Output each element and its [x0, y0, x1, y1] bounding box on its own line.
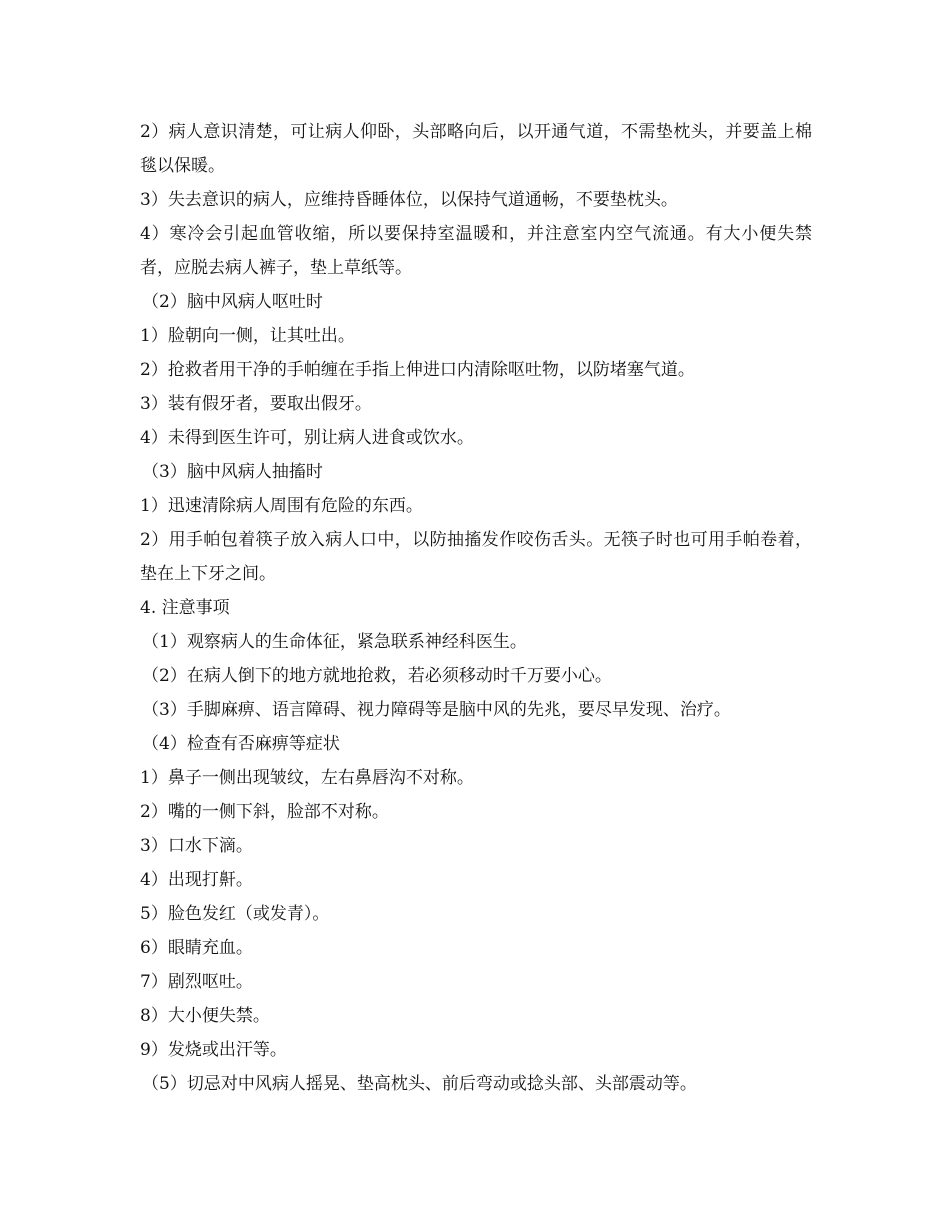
paragraph: 3）失去意识的病人，应维持昏睡体位，以保持气道通畅，不要垫枕头。 — [140, 190, 678, 210]
paragraph: 3）装有假牙者，要取出假牙。 — [140, 394, 372, 414]
paragraph: 1）脸朝向一侧，让其吐出。 — [140, 326, 355, 346]
paragraph: 6）眼睛充血。 — [140, 938, 253, 958]
paragraph: 5）脸色发红（或发青）。 — [140, 904, 330, 924]
section-title: 4. 注意事项 — [140, 598, 230, 618]
paragraph: 7）剧烈呕吐。 — [140, 972, 253, 992]
section-heading: （4）检查有否麻痹等症状 — [142, 734, 340, 754]
paragraph: （5）切忌对中风病人摇晃、垫高枕头、前后弯动或捻头部、头部震动等。 — [142, 1074, 697, 1094]
paragraph: 2）用手帕包着筷子放入病人口中，以防抽搐发作咬伤舌头。无筷子时也可用手帕卷着，垫在上下牙之间。 — [140, 530, 812, 584]
paragraph: 3）口水下滴。 — [140, 836, 253, 856]
paragraph: （2）在病人倒下的地方就地抢救，若必须移动时千万要小心。 — [142, 666, 612, 686]
document-body — [140, 115, 812, 1101]
paragraph: 9）发烧或出汗等。 — [140, 1040, 287, 1060]
paragraph: 4）未得到医生许可，别让病人进食或饮水。 — [140, 428, 474, 448]
paragraph: 1）鼻子一侧出现皱纹，左右鼻唇沟不对称。 — [140, 768, 474, 788]
paragraph: （1）观察病人的生命体征，紧急联系神经科医生。 — [142, 632, 527, 652]
paragraph: 2）病人意识清楚，可让病人仰卧，头部略向后，以开通气道，不需垫枕头，并要盖上棉毯以保暖。 — [140, 122, 812, 176]
paragraph: （3）手脚麻痹、语言障碍、视力障碍等是脑中风的先兆，要尽早发现、治疗。 — [142, 700, 731, 720]
paragraph: 4）出现打鼾。 — [140, 870, 253, 890]
paragraph: 2）抢救者用干净的手帕缠在手指上伸进口内清除呕吐物，以防堵塞气道。 — [140, 360, 695, 380]
paragraph: 2）嘴的一侧下斜，脸部不对称。 — [140, 802, 389, 822]
paragraph: 4）寒冷会引起血管收缩，所以要保持室温暖和，并注意室内空气流通。有大小便失禁者，应脱去病人裤子，垫上草纸等。 — [140, 224, 812, 278]
paragraph: 8）大小便失禁。 — [140, 1006, 270, 1026]
paragraph: 1）迅速清除病人周围有危险的东西。 — [140, 496, 423, 516]
section-heading: （3）脑中风病人抽搐时 — [142, 462, 323, 482]
section-heading: （2）脑中风病人呕吐时 — [142, 292, 323, 312]
